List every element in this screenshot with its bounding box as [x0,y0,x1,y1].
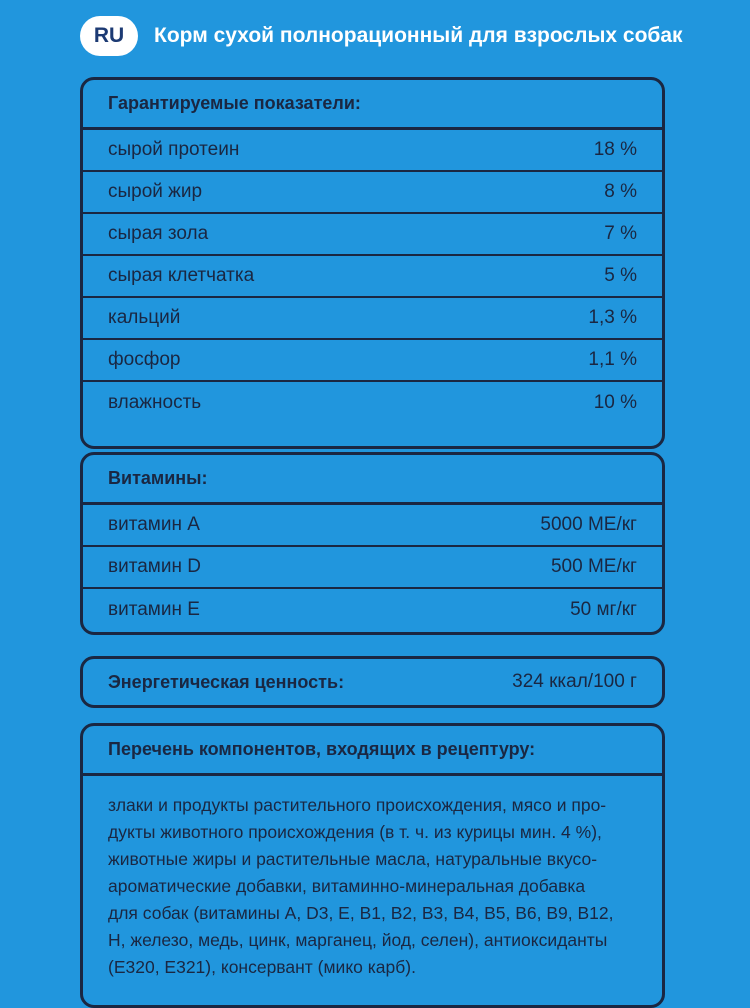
row-label: сырой протеин [108,139,240,160]
composition-text: злаки и продукты растительного происхождения, мясо и про- дукты животного происхождения (в т. ч. из курицы мин. 4 %), животные жиры и растительные масла, натуральные вкусо- ароматические добавки, витаминно-минеральная добавка для собак (витамины A, D3, E, B1, B2, B3, B4, B5, B6, B9, B12, H, железо, медь, цинк, марганец, йод, селен), антиоксиданты (E320, E321), консервант (мико карб). [108,795,614,977]
language-badge: RU [80,16,138,56]
header [80,14,683,58]
row-value: 5 % [604,265,637,286]
table-row [83,130,662,172]
guaranteed-indicators-panel [80,77,665,449]
energy-label: Энергетическая ценность: [108,671,345,692]
row-value: 50 мг/кг [570,599,637,620]
vitamins-heading: Витамины: [83,455,662,505]
row-label: витамин Е [108,599,200,620]
row-value: 1,3 % [588,307,637,328]
row-label: сырой жир [108,181,203,202]
composition-panel [80,723,665,1008]
row-value: 10 % [593,392,637,413]
row-label: витамин А [108,514,200,535]
table-row [83,382,662,424]
table-row [83,505,662,547]
row-label: сырая зола [108,223,209,244]
table-row [83,172,662,214]
table-row [83,340,662,382]
row-value: 5000 МЕ/кг [540,514,637,535]
row-label: сырая клетчатка [108,265,255,286]
energy-row [83,659,662,705]
product-title: Корм сухой полнорационный для взрослых собак [154,24,683,47]
row-value: 1,1 % [588,349,637,370]
row-value: 18 % [593,139,637,160]
table-row [83,214,662,256]
table-row [83,298,662,340]
composition-heading: Перечень компонентов, входящих в рецептуру: [83,726,662,776]
row-value: 8 % [604,181,637,202]
row-label: фосфор [108,349,181,370]
row-label: кальций [108,307,181,328]
guaranteed-heading: Гарантируемые показатели: [83,80,662,130]
vitamins-panel [80,452,665,635]
table-row [83,547,662,589]
energy-value: 324 ккал/100 г [512,671,637,692]
table-row [83,589,662,631]
energy-value-panel [80,656,665,708]
table-row [83,256,662,298]
row-value: 500 МЕ/кг [550,556,637,577]
row-value: 7 % [604,223,637,244]
row-label: витамин D [108,556,201,577]
row-label: влажность [108,392,202,413]
